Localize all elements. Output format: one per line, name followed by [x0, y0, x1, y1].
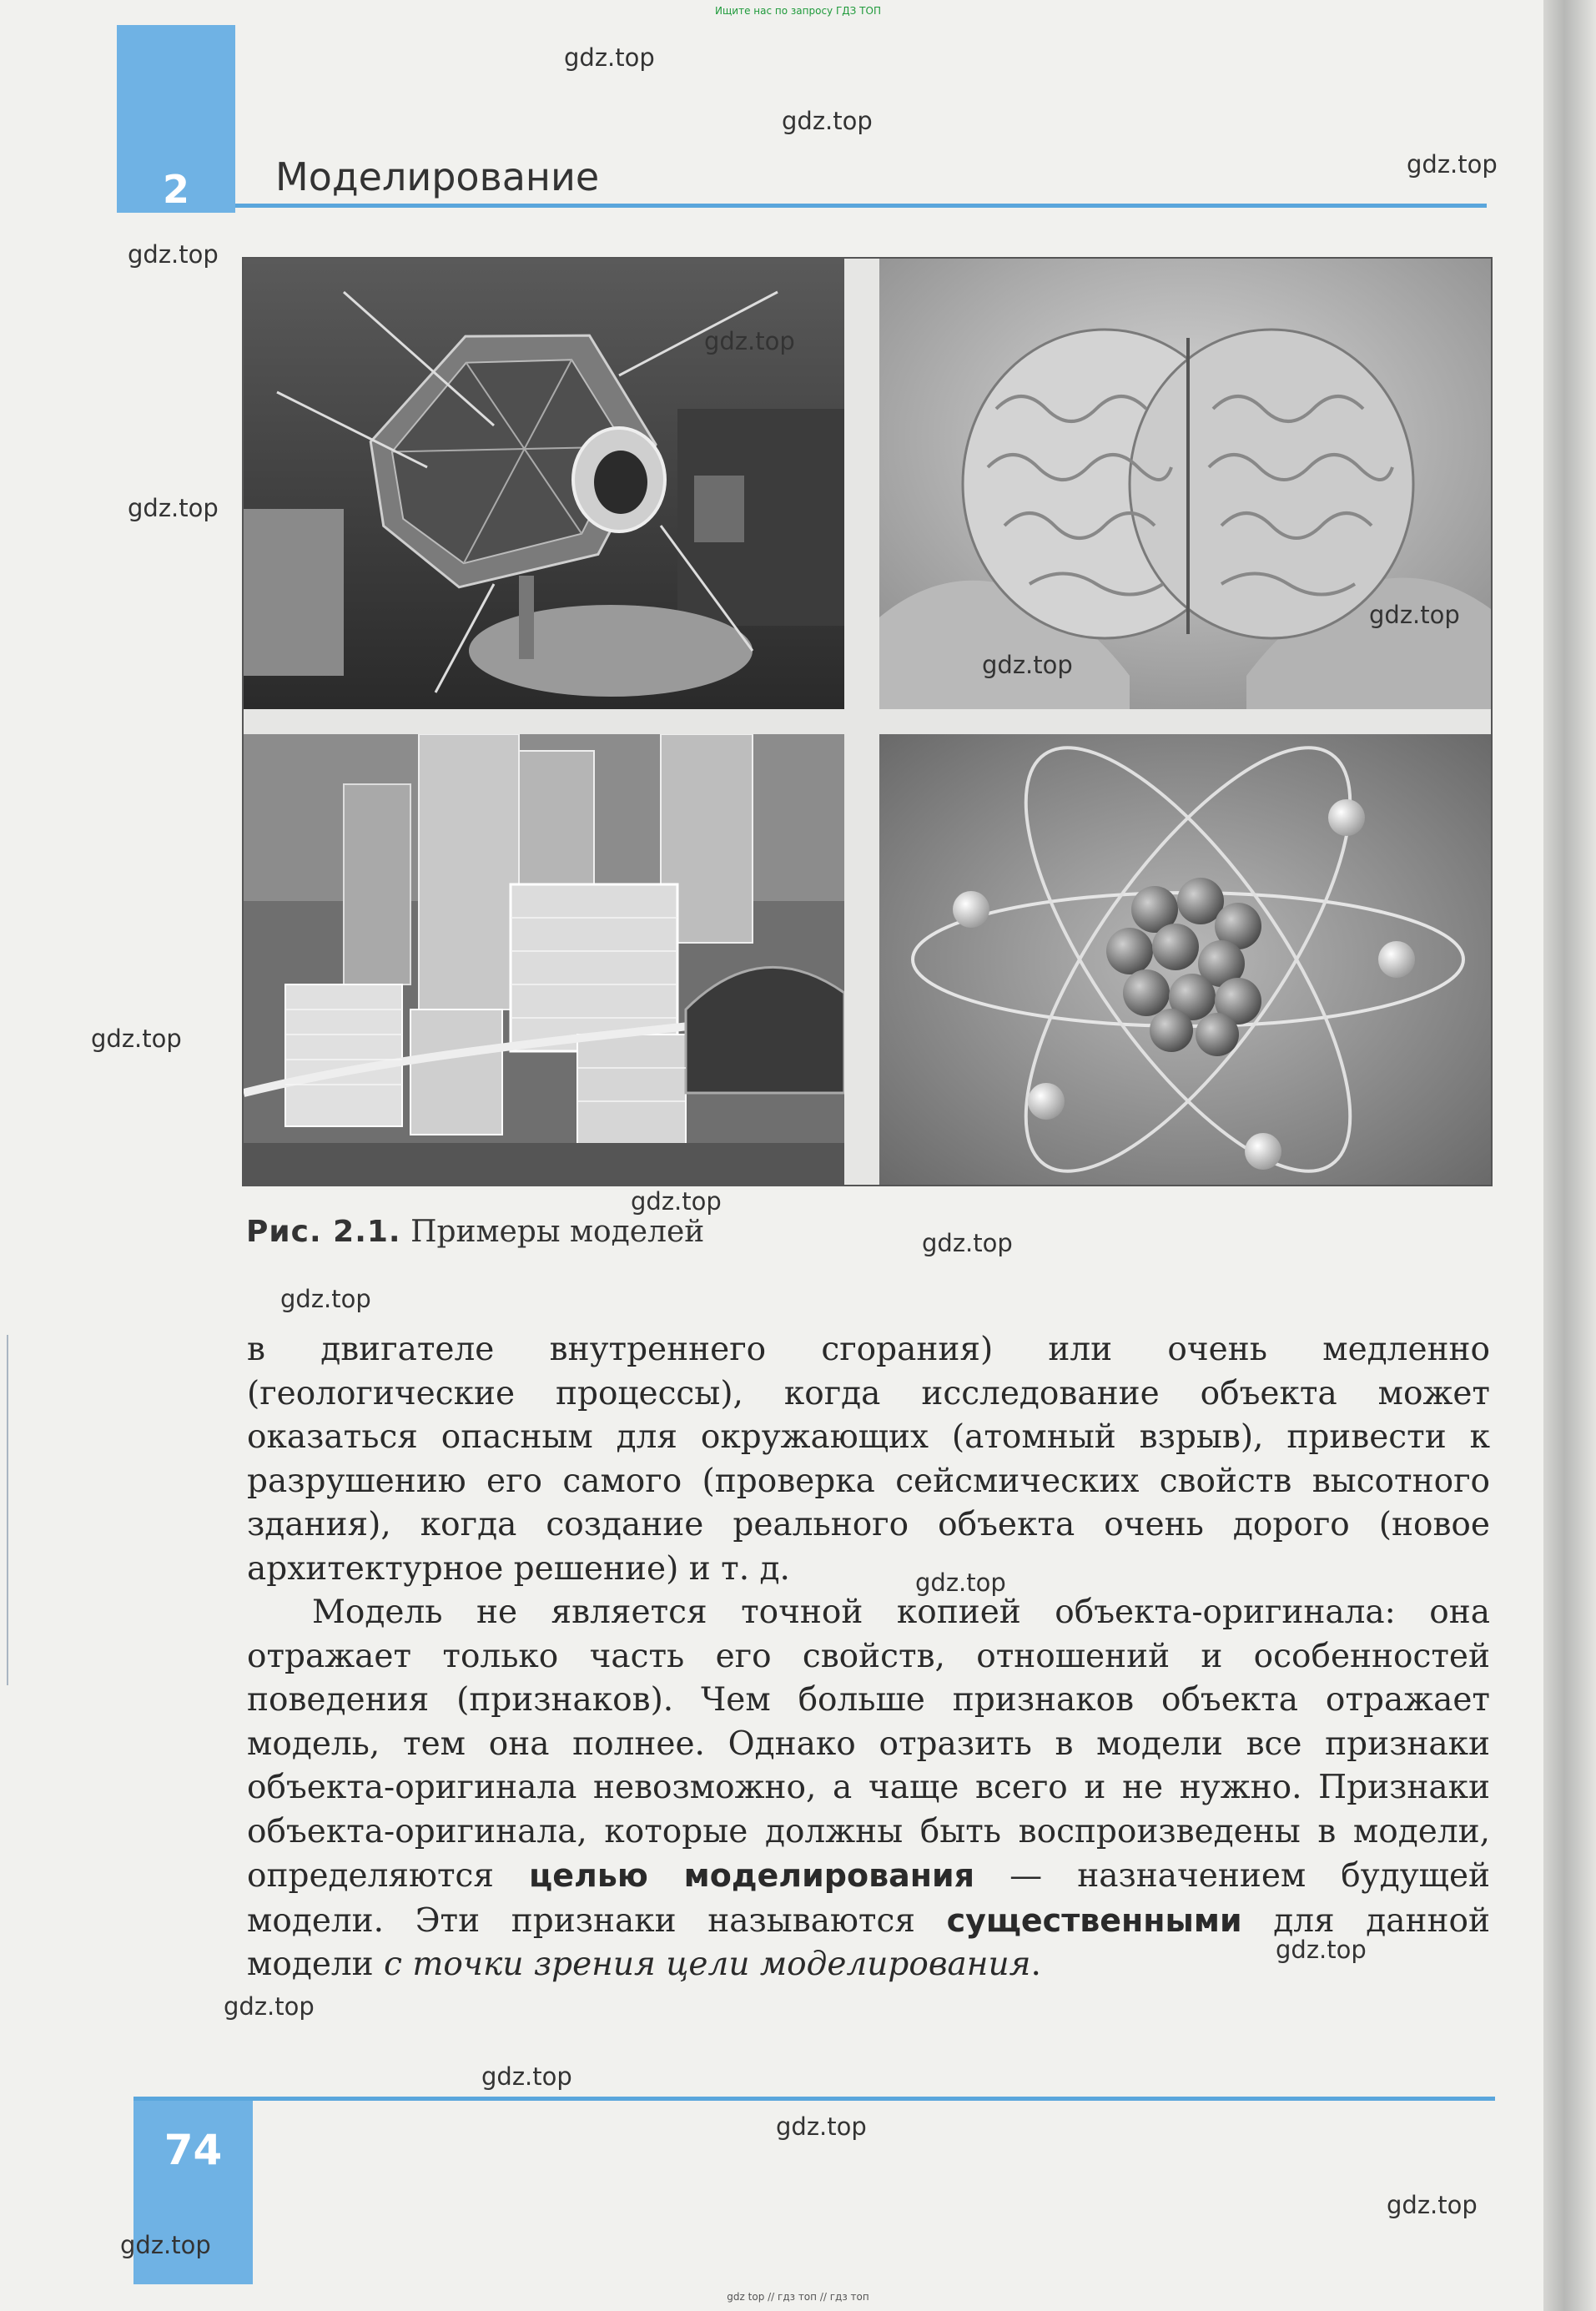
watermark: gdz.top	[120, 2231, 211, 2259]
paragraph-2	[247, 1591, 1490, 1987]
caption-label: Рис. 2.1.	[246, 1215, 401, 1249]
chapter-number: 2	[162, 167, 189, 212]
paragraph-2-part-d: для данной модели	[247, 1901, 1490, 1983]
watermark: gdz.top	[280, 1285, 371, 1313]
satellite-model-photo	[244, 259, 844, 709]
bottom-note: gdz top // гдз топ // гдз топ	[727, 2291, 869, 2303]
watermark: gdz.top	[128, 240, 219, 269]
term-essential: существенными	[946, 1901, 1242, 1939]
header-rule	[235, 204, 1487, 208]
watermark: gdz.top	[704, 327, 795, 355]
watermark: gdz.top	[564, 43, 655, 72]
atom-model-photo	[879, 734, 1491, 1185]
paragraph-2-part-a: Модель не является точной копией объекта-оригинала: она отражает только часть его свойств, отношений и особенностей поведения (признаков). Чем больше признаков объекта отражает модель, тем она полнее. Однако отразить в модели все признаки объекта-оригинала невозможно, а чаще всего и не нужно. Признаки объекта-оригинала, которые должны быть воспроизведены в модели, определяются	[247, 1594, 1490, 1895]
italic-phrase: с точки зрения цели моделирования	[384, 1946, 1031, 1983]
watermark: gdz.top	[782, 107, 873, 135]
watermark: gdz.top	[776, 2112, 867, 2141]
watermark: gdz.top	[128, 494, 219, 522]
page-edge	[1543, 0, 1596, 2311]
watermark: gdz.top	[91, 1025, 182, 1053]
figure-caption	[246, 1215, 704, 1249]
watermark: gdz.top	[1369, 601, 1460, 629]
figure-models	[242, 257, 1493, 1186]
watermark: gdz.top	[631, 1187, 722, 1216]
page-number: 74	[164, 2126, 223, 2174]
watermark: gdz.top	[1407, 150, 1498, 179]
watermark: gdz.top	[224, 1992, 315, 2021]
watermark: gdz.top	[481, 2062, 572, 2091]
term-modeling-goal: целью моделирования	[529, 1857, 975, 1894]
paragraph-1: в двигателе внутреннего сгорания) или очень медленно (геологические процессы), когда исследование объекта может оказаться опасным для окружающих (атомный взрыв), привести к разрушению его самого (проверка сейсмических свойств высотного здания), когда создание реального объекта очень дорого (новое архитектурное решение) и т. д.	[247, 1331, 1490, 1588]
city-architectural-model-photo	[244, 734, 844, 1185]
watermark: gdz.top	[1387, 2191, 1478, 2219]
body-text	[247, 1328, 1490, 1987]
paragraph-2-end: .	[1030, 1946, 1041, 1983]
chapter-title: Моделирование	[275, 154, 600, 199]
paragraph-2-part-c: — назначением будущей модели. Эти признаки называются	[247, 1857, 1491, 1940]
chapter-tab	[117, 25, 235, 213]
watermark: gdz.top	[915, 1568, 1006, 1597]
watermark: gdz.top	[922, 1229, 1013, 1257]
watermark: gdz.top	[1276, 1936, 1367, 1964]
footer-rule	[133, 2097, 1495, 2101]
caption-text: Примеры моделей	[410, 1215, 705, 1249]
top-search-note: Ищите нас по запросу ГДЗ ТОП	[715, 5, 881, 17]
brain-model-photo	[879, 259, 1491, 709]
scan-artifact-line	[7, 1335, 8, 1685]
watermark: gdz.top	[982, 651, 1073, 679]
